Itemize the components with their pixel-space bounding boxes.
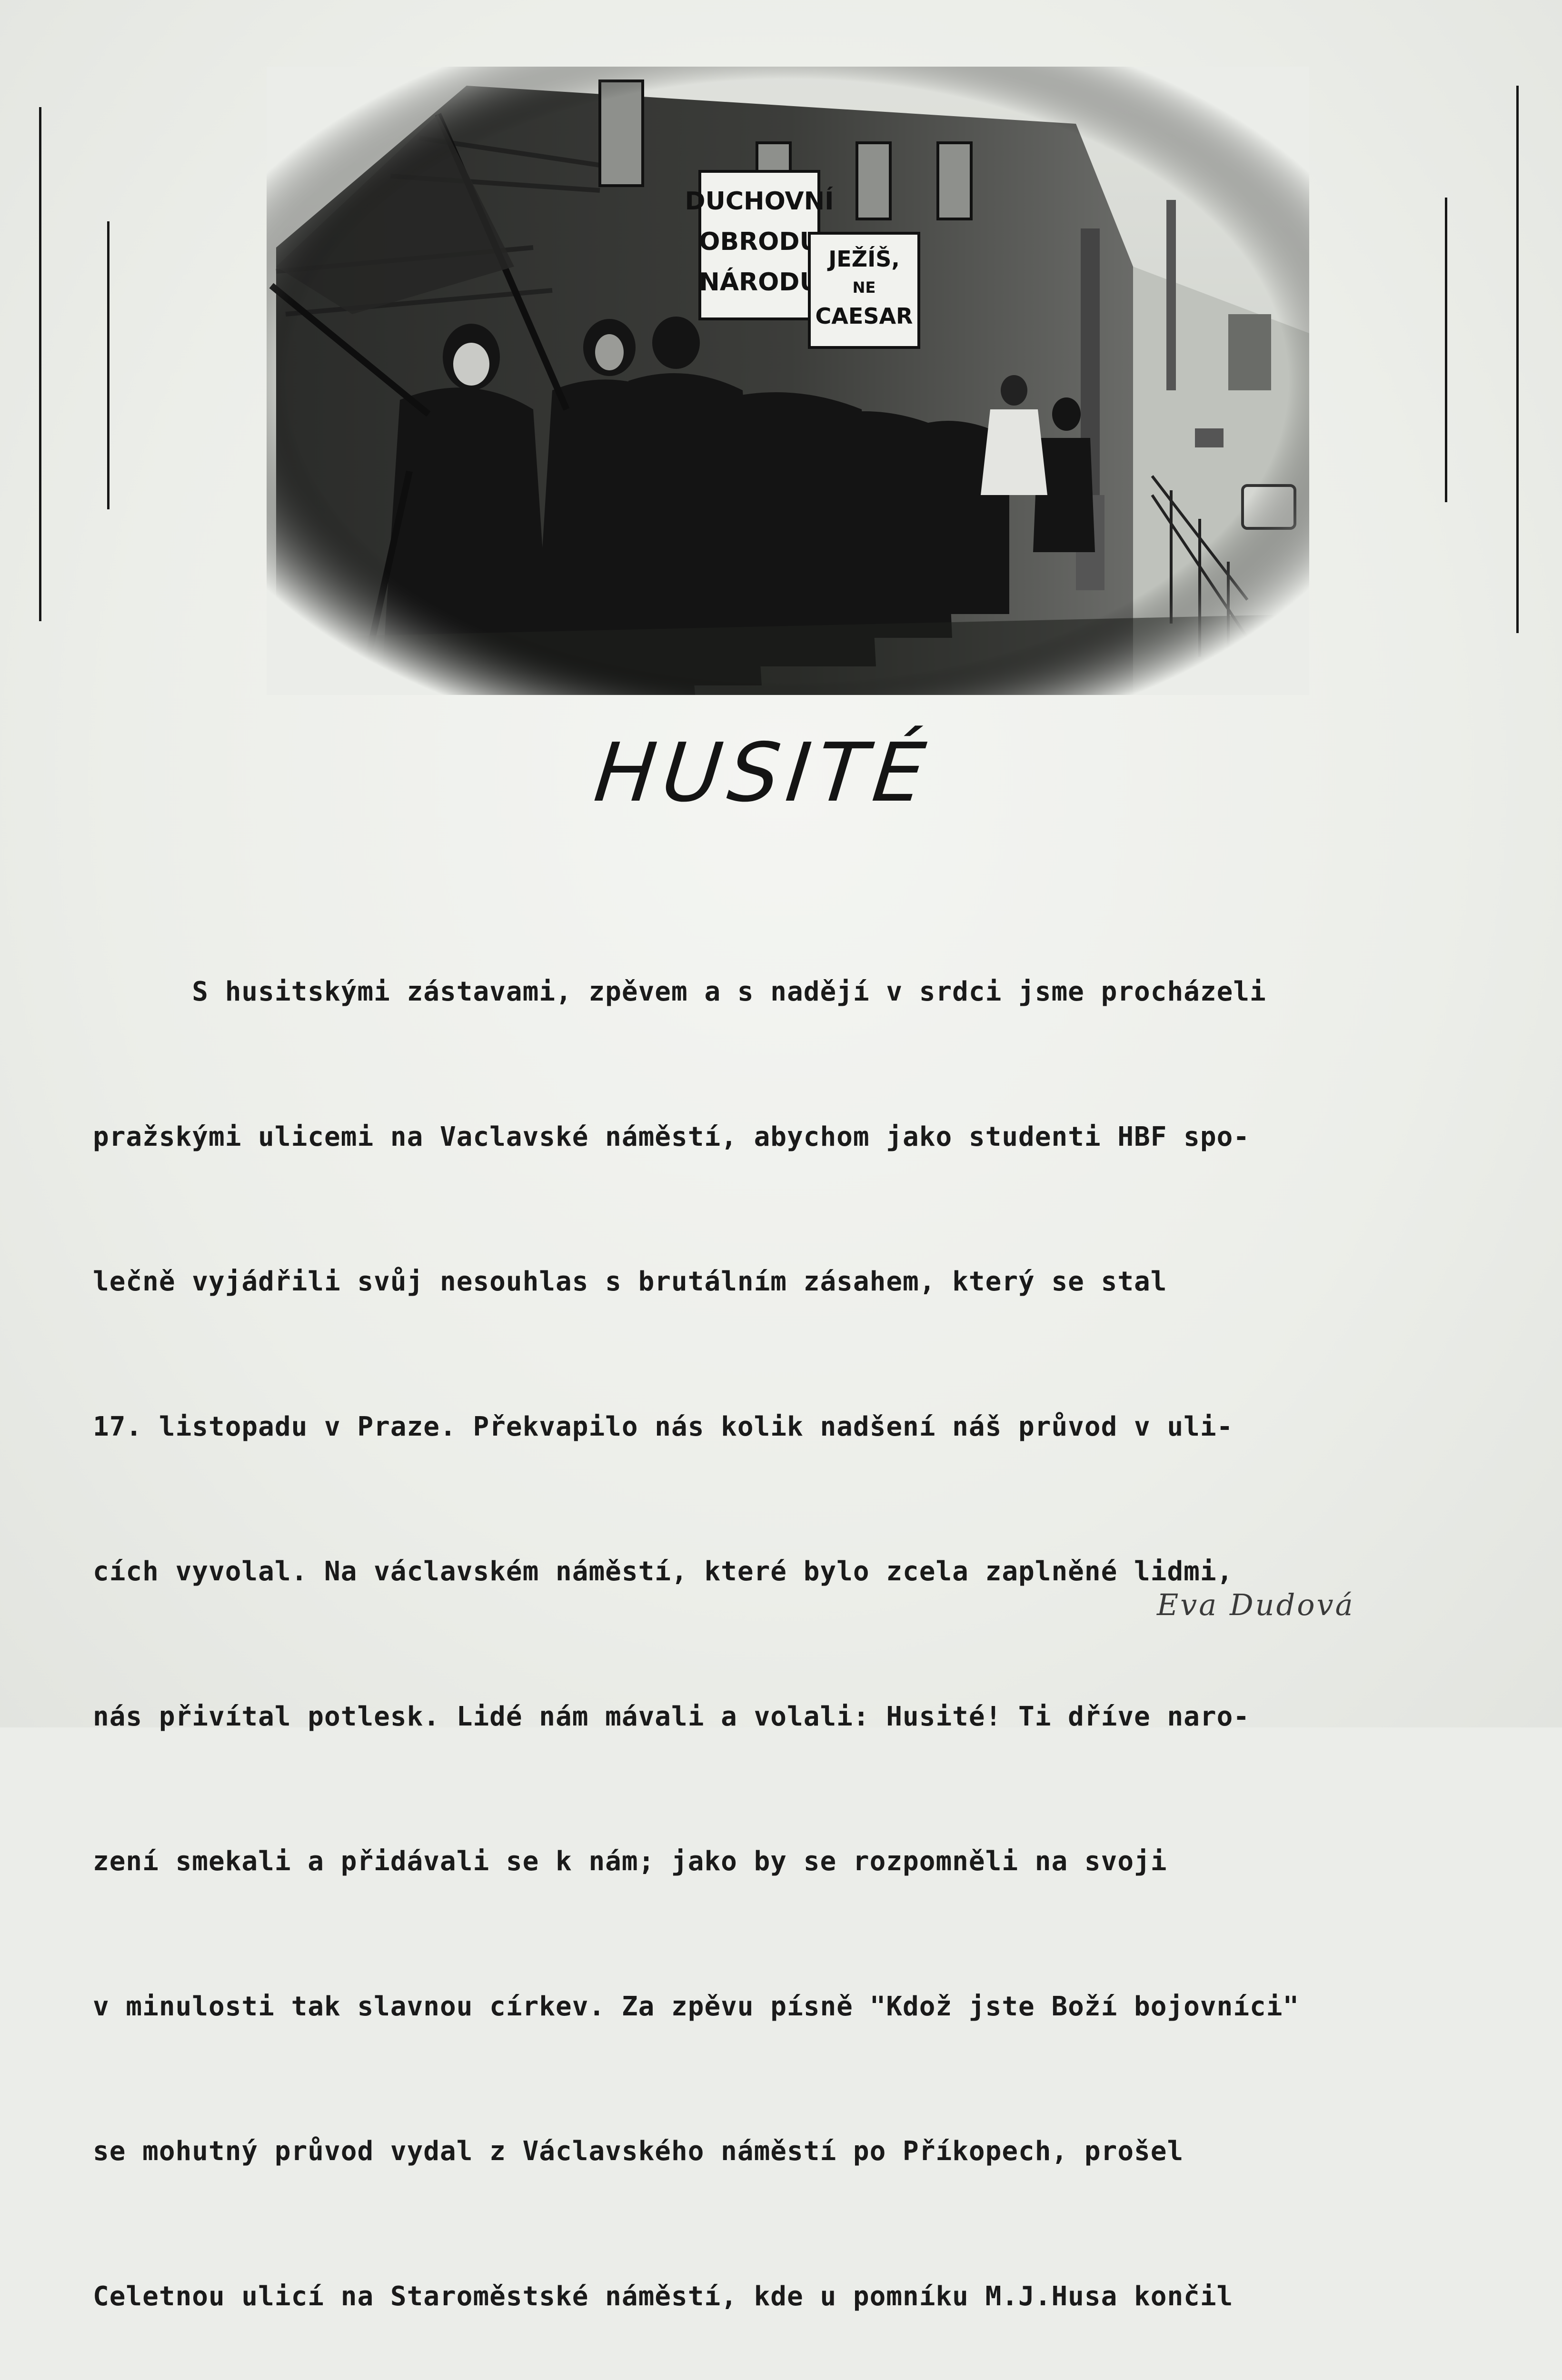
text-line: cích vyvolal. Na václavském náměstí, které bylo zcela zaplněné lidmi, xyxy=(93,1556,1234,1587)
protest-photo xyxy=(267,67,1309,695)
text-line: pražskými ulicemi na Vaclavské náměstí, abychom jako studenti HBF spo- xyxy=(93,1121,1250,1152)
text-line: 17. listopadu v Praze. Překvapilo nás kolik nadšení náš průvod v uli- xyxy=(93,1411,1234,1442)
text-line: zení smekali a přidávali se k nám; jako by se rozpomněli na svoji xyxy=(93,1846,1167,1877)
article-body xyxy=(93,871,1545,2380)
text-line: v minulosti tak slavnou církev. Za zpěvu písně "Kdož jste Boží bojovníci" xyxy=(93,1991,1300,2022)
text-line: Celetnou ulicí na Staroměstské náměstí, kde u pomníku M.J.Husa končil xyxy=(93,2281,1234,2312)
page-title: HUSITÉ xyxy=(590,726,936,820)
text-line: nás přivítal potlesk. Lidé nám mávali a volali: Husité! Ti dříve naro- xyxy=(93,1701,1250,1732)
right-outer-rule xyxy=(1516,86,1519,633)
left-outer-rule xyxy=(39,107,41,621)
right-inner-rule xyxy=(1445,198,1447,502)
author-signature: Eva Dudová xyxy=(1157,1587,1355,1622)
left-inner-rule xyxy=(107,221,109,509)
text-line: se mohutný průvod vydal z Václavského náměstí po Příkopech, prošel xyxy=(93,2136,1184,2167)
text-line: lečně vyjádřili svůj nesouhlas s brutálním zásahem, který se stal xyxy=(93,1266,1167,1297)
text-line: S husitskými zástavami, zpěvem a s nadějí v srdci jsme procházeli xyxy=(93,976,1266,1007)
